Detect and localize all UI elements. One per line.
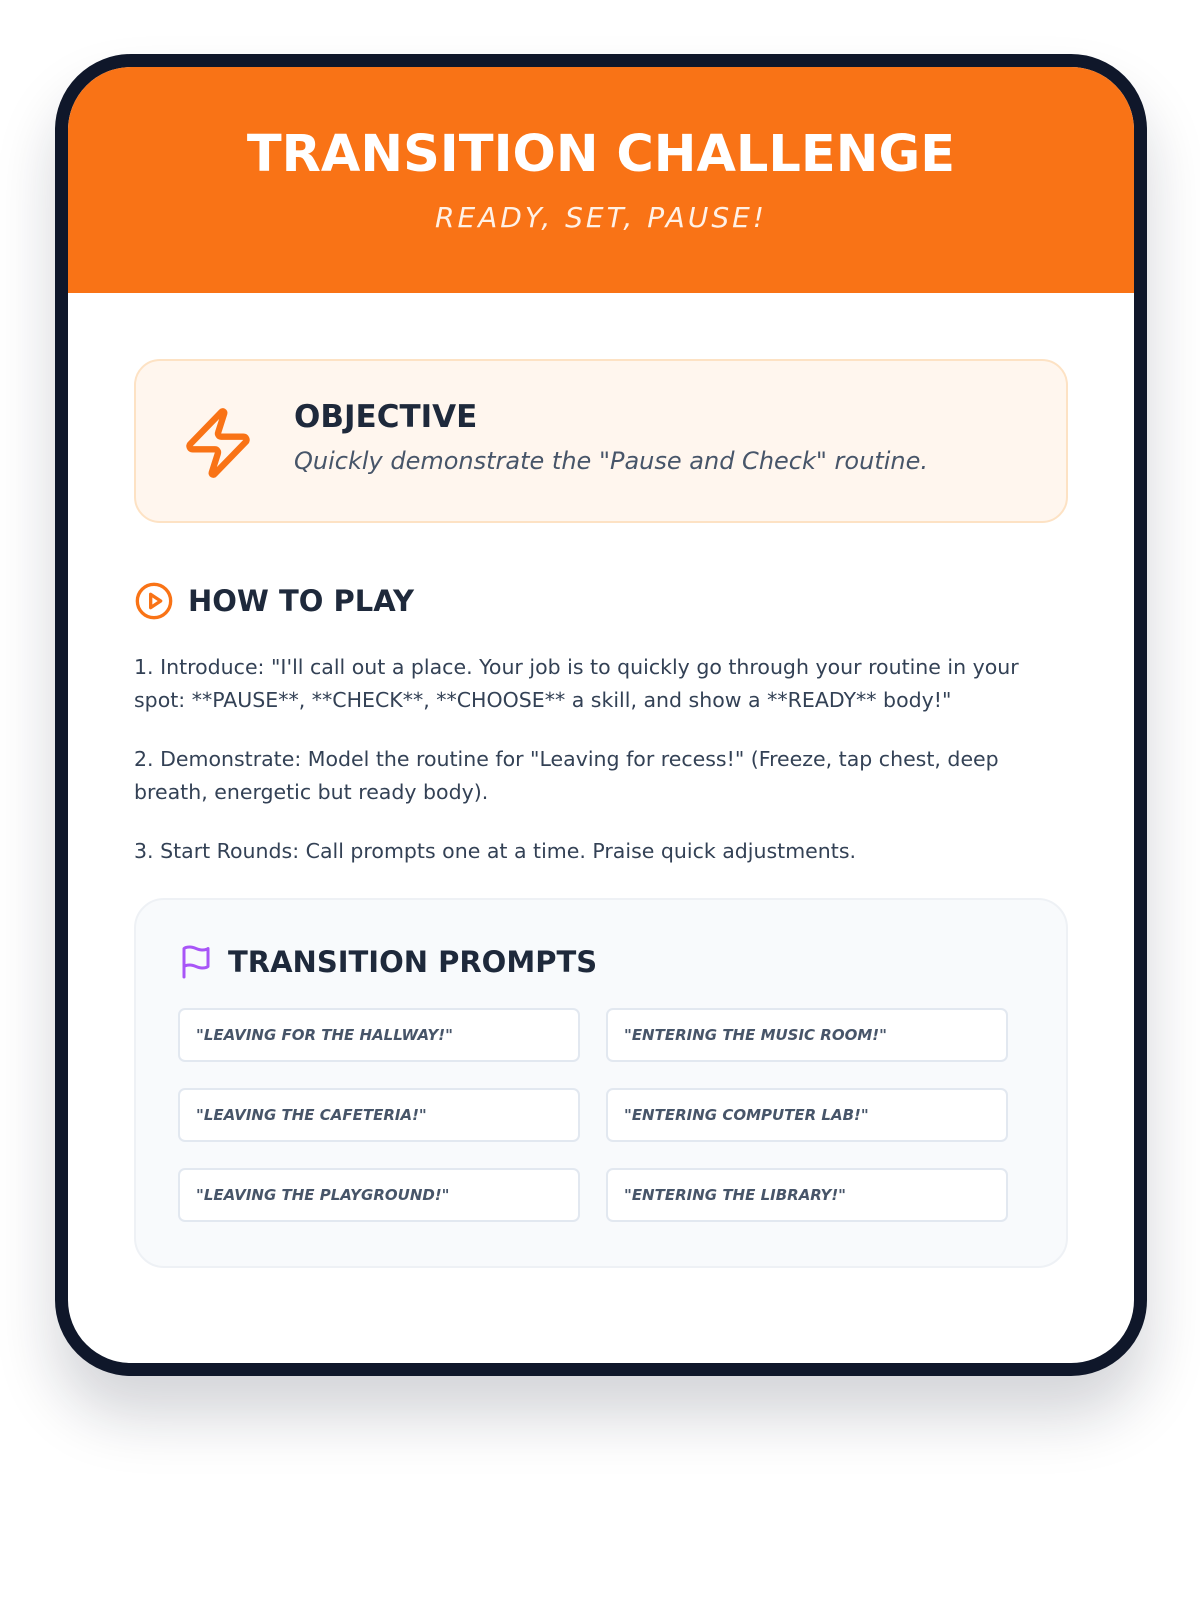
card-content bbox=[68, 293, 1134, 1268]
objective-text: Quickly demonstrate the "Pause and Check" routine. bbox=[294, 447, 928, 475]
prompts-title: TRANSITION PROMPTS bbox=[228, 945, 598, 979]
prompt-card[interactable]: "ENTERING THE MUSIC ROOM!" bbox=[606, 1008, 1008, 1062]
steps-list bbox=[134, 651, 1068, 868]
step-2: 2. Demonstrate: Model the routine for "Leaving for recess!" (Freeze, tap chest, deep breath, energetic but ready body). bbox=[134, 747, 999, 804]
how-to-play-title: HOW TO PLAY bbox=[188, 584, 414, 618]
challenge-card bbox=[55, 54, 1147, 1376]
lightning-icon bbox=[180, 405, 256, 481]
prompts-header bbox=[178, 940, 1024, 984]
objective-heading: OBJECTIVE bbox=[294, 399, 478, 435]
prompts-panel bbox=[134, 898, 1068, 1268]
step-3: 3. Start Rounds: Call prompts one at a time. Praise quick adjustments. bbox=[134, 839, 857, 863]
page-title: TRANSITION CHALLENGE bbox=[246, 125, 956, 184]
prompt-card[interactable]: "ENTERING THE LIBRARY!" bbox=[606, 1168, 1008, 1222]
card-header bbox=[68, 67, 1134, 293]
objective-panel bbox=[134, 359, 1068, 523]
page-subtitle: READY, SET, PAUSE! bbox=[434, 201, 768, 234]
prompt-grid bbox=[178, 1008, 1024, 1222]
prompt-card[interactable]: "LEAVING THE PLAYGROUND!" bbox=[178, 1168, 580, 1222]
play-circle-icon bbox=[134, 581, 174, 621]
step-1: 1. Introduce: "I'll call out a place. Your job is to quickly go through your routine in your spot: **PAUSE**, **CHECK**, **CHOOSE** a skill, and show a **READY** body!" bbox=[134, 655, 1019, 712]
prompt-card[interactable]: "LEAVING FOR THE HALLWAY!" bbox=[178, 1008, 580, 1062]
prompt-card[interactable]: "ENTERING COMPUTER LAB!" bbox=[606, 1088, 1008, 1142]
flag-icon bbox=[178, 942, 214, 982]
prompt-card[interactable]: "LEAVING THE CAFETERIA!" bbox=[178, 1088, 580, 1142]
how-to-play-header bbox=[134, 579, 1068, 623]
